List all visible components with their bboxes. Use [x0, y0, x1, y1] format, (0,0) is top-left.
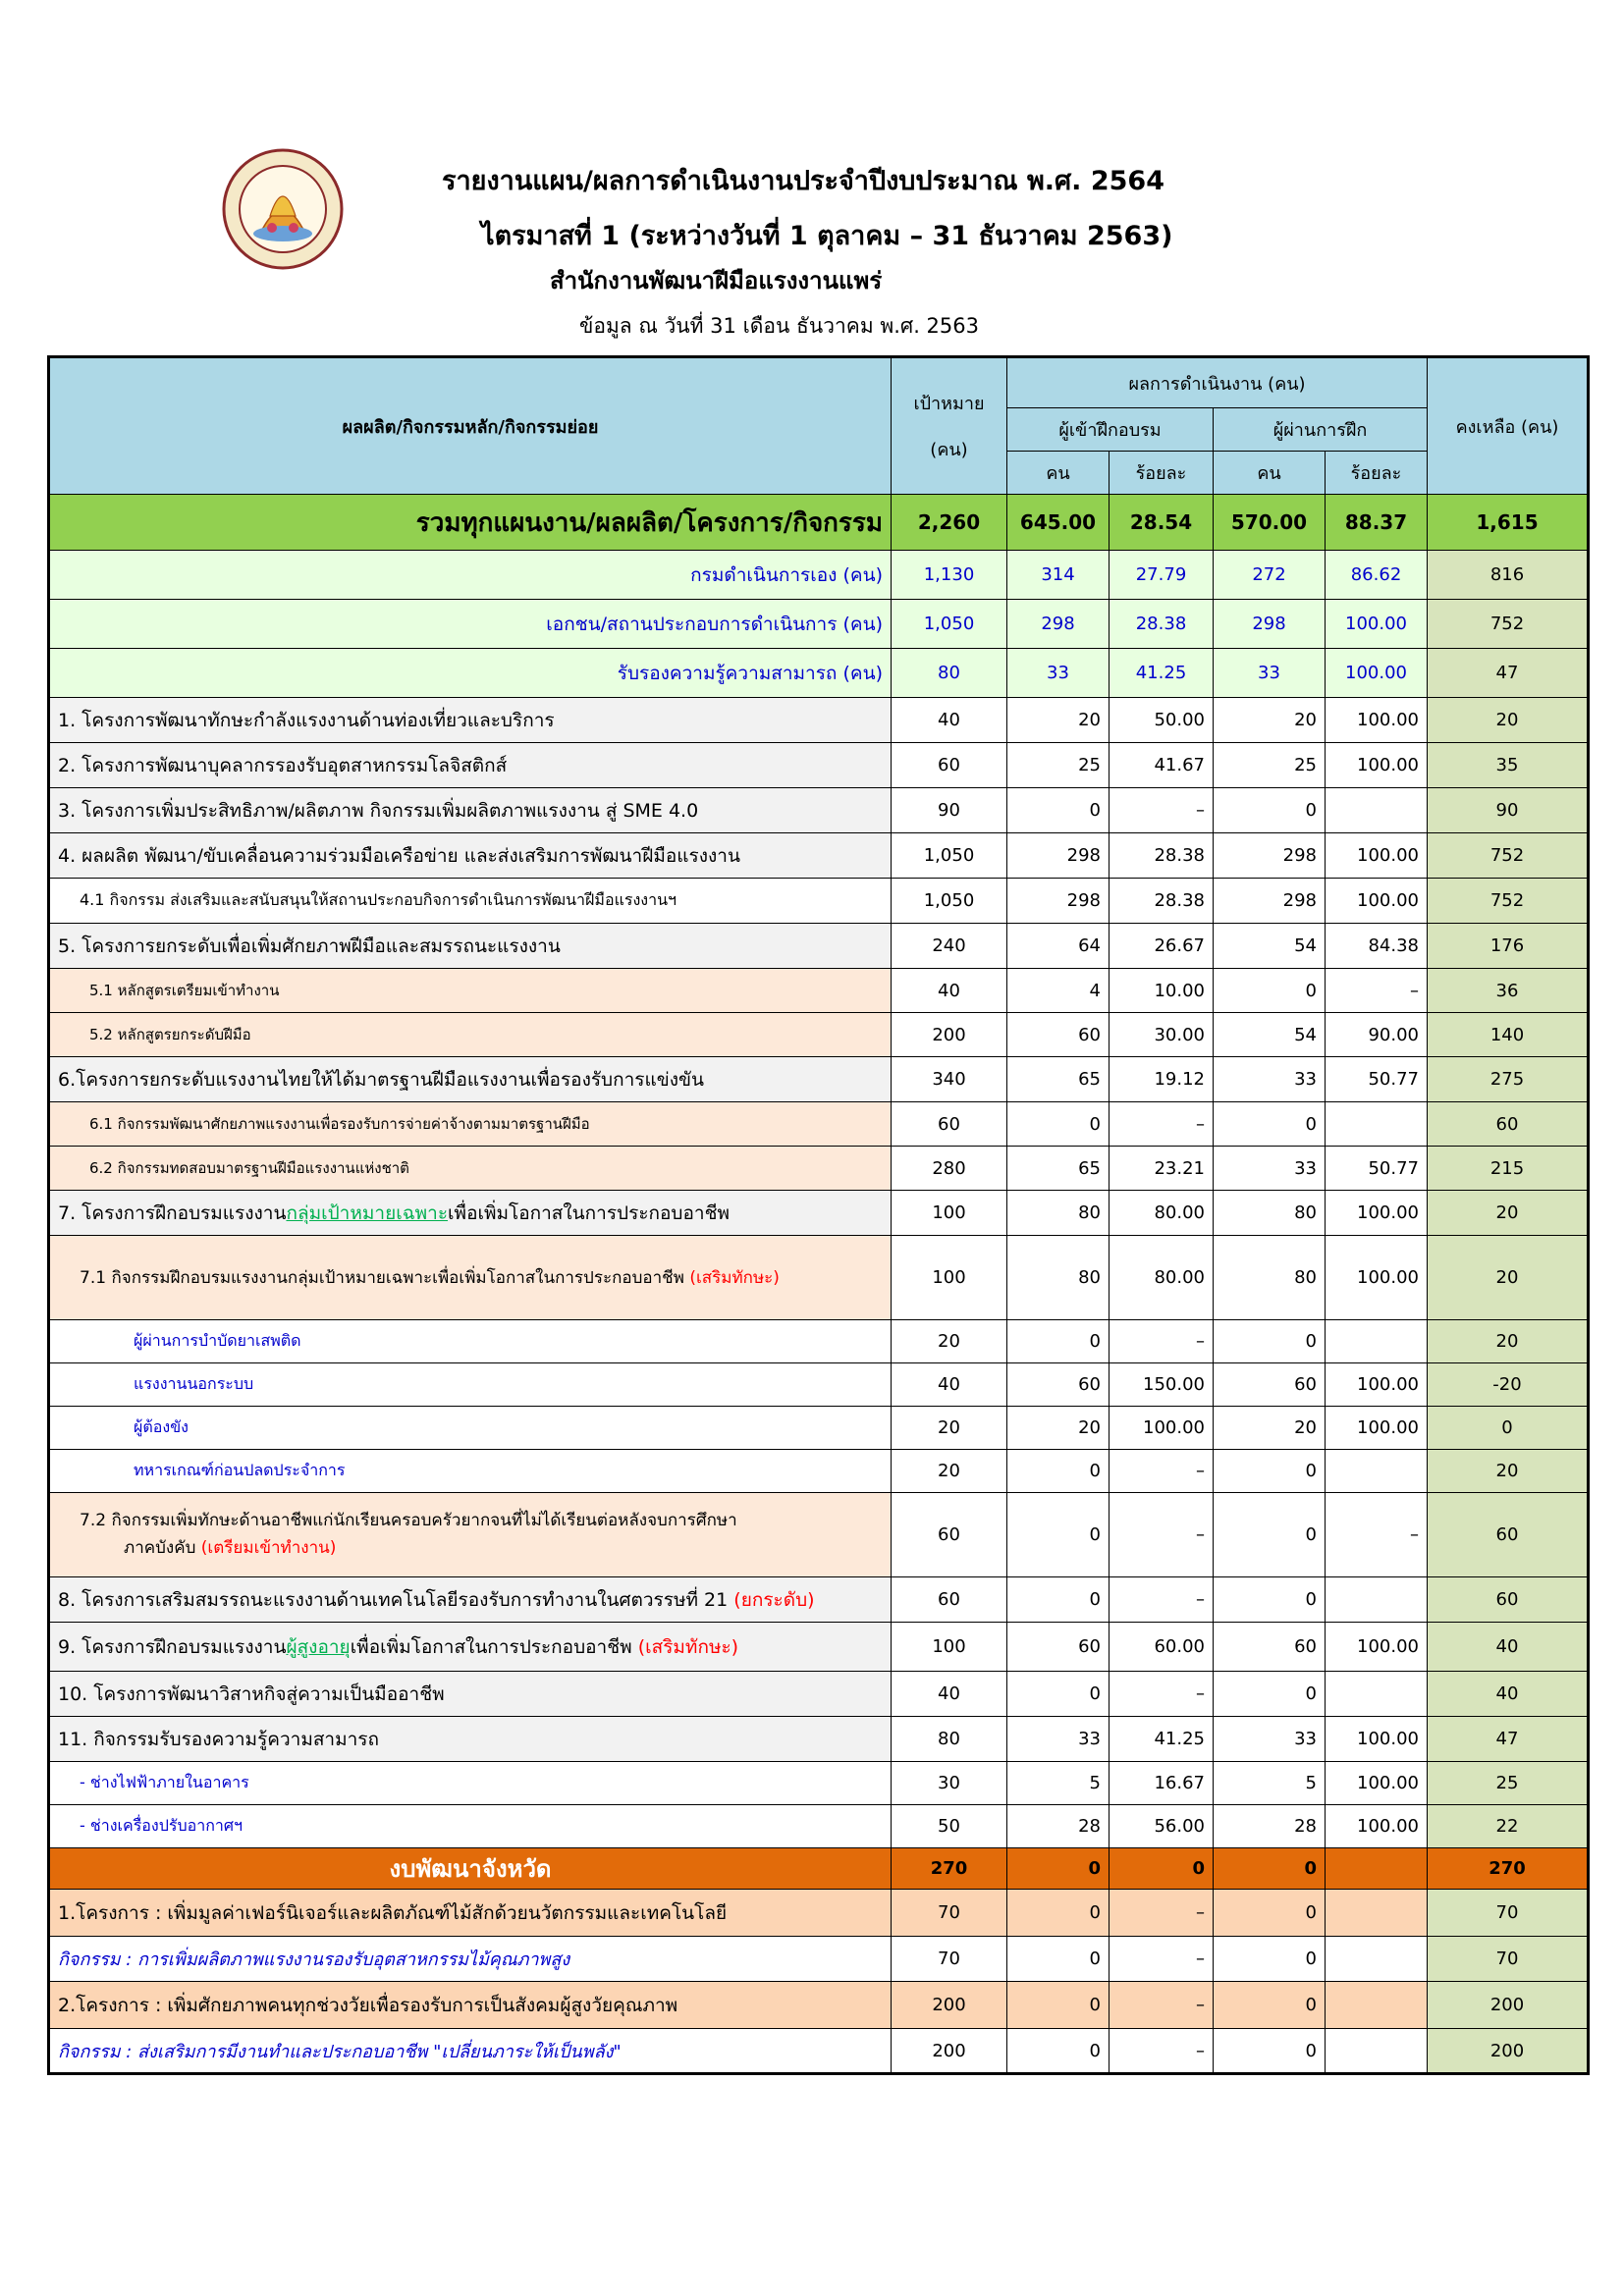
trainees-percent-cell: 23.21 — [1110, 1147, 1214, 1191]
target-cell: 1,050 — [892, 879, 1007, 924]
total-remaining: 1,615 — [1428, 495, 1589, 551]
passed-percent-cell: 100.00 — [1326, 1762, 1428, 1805]
passed-percent-cell — [1326, 788, 1428, 833]
remaining-cell: 20 — [1428, 1236, 1589, 1320]
passed-percent-cell: – — [1326, 969, 1428, 1013]
trainees-percent-cell: – — [1110, 2029, 1214, 2074]
trainees-percent-cell: 0 — [1110, 1848, 1214, 1890]
passed-percent-cell: 100.00 — [1326, 1363, 1428, 1407]
row-label: 6.โครงการยกระดับแรงงานไทยให้ได้มาตรฐานฝีมือแรงงานเพื่อรองรับการแข่งขัน — [49, 1057, 892, 1102]
passed-percent-cell: 100.00 — [1326, 879, 1428, 924]
trainees-count-cell: 65 — [1007, 1147, 1110, 1191]
passed-percent-cell: 100.00 — [1326, 833, 1428, 879]
passed-percent-cell: 50.77 — [1326, 1147, 1428, 1191]
target-cell: 70 — [892, 1890, 1007, 1937]
target-cell: 30 — [892, 1762, 1007, 1805]
row-label: 1. โครงการพัฒนาทักษะกำลังแรงงานด้านท่องเที่ยวและบริการ — [49, 698, 892, 743]
remaining-cell: 36 — [1428, 969, 1589, 1013]
trainees-percent-cell: 100.00 — [1110, 1407, 1214, 1450]
trainees-count-cell: 314 — [1007, 551, 1110, 600]
remaining-cell: 60 — [1428, 1493, 1589, 1577]
table-row — [49, 1805, 1589, 1848]
trainees-count-cell: 25 — [1007, 743, 1110, 788]
provincial-header-row — [49, 1848, 1589, 1890]
report-quarter: ไตรมาสที่ 1 (ระหว่างวันที่ 1 ตุลาคม – 31 ธันวาคม 2563) — [481, 221, 1173, 251]
col-header-target: เป้าหมาย (คน) — [892, 357, 1007, 495]
subtotal-label: รับรองความรู้ความสามารถ (คน) — [49, 649, 892, 698]
passed-percent-cell: 100.00 — [1326, 649, 1428, 698]
provincial-label: งบพัฒนาจังหวัด — [49, 1848, 892, 1890]
trainees-count-cell: 60 — [1007, 1013, 1110, 1057]
target-cell: 20 — [892, 1320, 1007, 1363]
trainees-count-cell: 60 — [1007, 1623, 1110, 1672]
target-cell: 60 — [892, 743, 1007, 788]
trainees-count-cell: 0 — [1007, 1493, 1110, 1577]
trainees-percent-cell: – — [1110, 1577, 1214, 1623]
passed-percent-cell — [1326, 1577, 1428, 1623]
trainees-percent-cell: 28.38 — [1110, 600, 1214, 649]
trainees-count-cell: 60 — [1007, 1363, 1110, 1407]
target-cell: 40 — [892, 698, 1007, 743]
passed-count-cell: 0 — [1214, 1450, 1326, 1493]
passed-count-cell: 0 — [1214, 2029, 1326, 2074]
table-row — [49, 698, 1589, 743]
col-header-trainees-people: คน — [1007, 452, 1110, 495]
target-cell: 20 — [892, 1450, 1007, 1493]
table-row — [49, 1236, 1589, 1320]
passed-count-cell: 272 — [1214, 551, 1326, 600]
table-row — [49, 1762, 1589, 1805]
passed-count-cell: 20 — [1214, 698, 1326, 743]
trainees-percent-cell: 80.00 — [1110, 1236, 1214, 1320]
passed-count-cell: 33 — [1214, 1057, 1326, 1102]
passed-percent-cell: 100.00 — [1326, 600, 1428, 649]
report-title: รายงานแผน/ผลการดำเนินงานประจำปีงบประมาณ พ.ศ. 2564 — [442, 166, 1164, 196]
total-label: รวมทุกแผนงาน/ผลผลิต/โครงการ/กิจกรรม — [49, 495, 892, 551]
trainees-count-cell: 20 — [1007, 698, 1110, 743]
remaining-cell: 20 — [1428, 1191, 1589, 1236]
passed-count-cell: 0 — [1214, 1493, 1326, 1577]
col-header-remaining: คงเหลือ (คน) — [1428, 357, 1589, 495]
col-header-item: ผลผลิต/กิจกรรมหลัก/กิจกรรมย่อย — [49, 357, 892, 495]
label-part: (เสริมทักษะ) — [689, 1268, 780, 1288]
row-label: 1.โครงการ : เพิ่มมูลค่าเฟอร์นิเจอร์และผลิตภัณฑ์ไม้สักด้วยนวัตกรรมและเทคโนโลยี — [49, 1890, 892, 1937]
trainees-count-cell: 33 — [1007, 649, 1110, 698]
passed-percent-cell: 84.38 — [1326, 924, 1428, 969]
target-cell: 100 — [892, 1236, 1007, 1320]
target-cell: 1,130 — [892, 551, 1007, 600]
row-label: 6.1 กิจกรรมพัฒนาศักยภาพแรงงานเพื่อรองรับการจ่ายค่าจ้างตามมาตรฐานฝีมือ — [49, 1102, 892, 1147]
label-part: 8. โครงการเสริมสมรรถนะแรงงานด้านเทคโนโลยีรองรับการทำงานในศตวรรษที่ 21 — [58, 1588, 734, 1611]
passed-count-cell: 298 — [1214, 600, 1326, 649]
trainees-count-cell: 0 — [1007, 2029, 1110, 2074]
trainees-percent-cell: 30.00 — [1110, 1013, 1214, 1057]
trainees-percent-cell: 28.38 — [1110, 879, 1214, 924]
table-row — [49, 1717, 1589, 1762]
passed-count-cell: 298 — [1214, 879, 1326, 924]
trainees-count-cell: 5 — [1007, 1762, 1110, 1805]
label-part: ภาคบังคับ — [124, 1537, 201, 1558]
passed-count-cell: 54 — [1214, 924, 1326, 969]
trainees-percent-cell: – — [1110, 1937, 1214, 1982]
label-part: 7.1 กิจกรรมฝึกอบรมแรงงานกลุ่มเป้าหมายเฉพาะเพื่อเพิ่มโอกาสในการประกอบอาชีพ — [80, 1268, 690, 1288]
table-row — [49, 1982, 1589, 2029]
trainees-count-cell: 0 — [1007, 1890, 1110, 1937]
trainees-count-cell: 80 — [1007, 1236, 1110, 1320]
remaining-cell: 140 — [1428, 1013, 1589, 1057]
subtotal-label: เอกชน/สถานประกอบการดำเนินการ (คน) — [49, 600, 892, 649]
passed-count-cell: 0 — [1214, 1982, 1326, 2029]
remaining-cell: 47 — [1428, 1717, 1589, 1762]
label-part: 7. โครงการฝึกอบรมแรงงาน — [58, 1201, 287, 1224]
trainees-percent-cell: – — [1110, 1102, 1214, 1147]
passed-count-cell: 33 — [1214, 1147, 1326, 1191]
trainees-count-cell: 28 — [1007, 1805, 1110, 1848]
report-office: สำนักงานพัฒนาฝีมือแรงงานแพร่ — [550, 267, 883, 294]
table-row — [49, 743, 1589, 788]
label-part: ผู้สูงอายุ — [286, 1635, 351, 1658]
remaining-cell: 200 — [1428, 1982, 1589, 2029]
trainees-percent-cell: 60.00 — [1110, 1623, 1214, 1672]
trainees-percent-cell: 19.12 — [1110, 1057, 1214, 1102]
label-part: 7.2 กิจกรรมเพิ่มทักษะด้านอาชีพแก่นักเรียนครอบครัวยากจนที่ไม่ได้เรียนต่อหลังจบการศึกษา — [80, 1511, 737, 1531]
target-cell: 20 — [892, 1407, 1007, 1450]
passed-count-cell: 20 — [1214, 1407, 1326, 1450]
remaining-cell: 0 — [1428, 1407, 1589, 1450]
trainees-count-cell: 0 — [1007, 1937, 1110, 1982]
trainees-percent-cell: 80.00 — [1110, 1191, 1214, 1236]
trainees-percent-cell: 41.25 — [1110, 649, 1214, 698]
label-part: (เสริมทักษะ) — [637, 1635, 739, 1658]
row-label: กิจกรรม : ส่งเสริมการมีงานทำและประกอบอาชีพ "เปลี่ยนภาระให้เป็นพลัง" — [49, 2029, 892, 2074]
trainees-count-cell: 298 — [1007, 833, 1110, 879]
trainees-percent-cell: 41.25 — [1110, 1717, 1214, 1762]
passed-percent-cell: 100.00 — [1326, 1717, 1428, 1762]
trainees-count-cell: 298 — [1007, 879, 1110, 924]
target-cell: 280 — [892, 1147, 1007, 1191]
trainees-count-cell: 0 — [1007, 1450, 1110, 1493]
passed-percent-cell — [1326, 1937, 1428, 1982]
remaining-cell: 270 — [1428, 1848, 1589, 1890]
row-label: แรงงานนอกระบบ — [49, 1363, 892, 1407]
row-label: 11. กิจกรรมรับรองความรู้ความสามารถ — [49, 1717, 892, 1762]
passed-percent-cell: 100.00 — [1326, 1623, 1428, 1672]
trainees-percent-cell: 26.67 — [1110, 924, 1214, 969]
total-passed-n: 570.00 — [1214, 495, 1326, 551]
row-label: 5.2 หลักสูตรยกระดับฝีมือ — [49, 1013, 892, 1057]
total-trainees-n: 645.00 — [1007, 495, 1110, 551]
label-part: 9. โครงการฝึกอบรมแรงงาน — [58, 1635, 287, 1658]
trainees-count-cell: 64 — [1007, 924, 1110, 969]
target-cell: 80 — [892, 1717, 1007, 1762]
trainees-count-cell: 0 — [1007, 1577, 1110, 1623]
target-cell: 1,050 — [892, 833, 1007, 879]
table-row — [49, 788, 1589, 833]
passed-count-cell: 0 — [1214, 1577, 1326, 1623]
row-label — [49, 1623, 892, 1672]
trainees-count-cell: 0 — [1007, 1320, 1110, 1363]
col-header-passed-percent: ร้อยละ — [1326, 452, 1428, 495]
target-cell: 40 — [892, 1672, 1007, 1717]
target-cell: 270 — [892, 1848, 1007, 1890]
table-row — [49, 1013, 1589, 1057]
passed-percent-cell — [1326, 1982, 1428, 2029]
col-header-results: ผลการดำเนินงาน (คน) — [1007, 357, 1428, 408]
row-label: 5.1 หลักสูตรเตรียมเข้าทำงาน — [49, 969, 892, 1013]
target-cell: 100 — [892, 1623, 1007, 1672]
target-cell: 200 — [892, 1013, 1007, 1057]
trainees-percent-cell: – — [1110, 1982, 1214, 2029]
remaining-cell: 176 — [1428, 924, 1589, 969]
row-label — [49, 1577, 892, 1623]
passed-count-cell: 0 — [1214, 1102, 1326, 1147]
remaining-cell: 40 — [1428, 1672, 1589, 1717]
table-row — [49, 1191, 1589, 1236]
target-cell: 40 — [892, 1363, 1007, 1407]
remaining-cell: 90 — [1428, 788, 1589, 833]
row-label: 2. โครงการพัฒนาบุคลากรรองรับอุตสาหกรรมโลจิสติกส์ — [49, 743, 892, 788]
trainees-count-cell: 0 — [1007, 788, 1110, 833]
passed-percent-cell — [1326, 1450, 1428, 1493]
label-part: กลุ่มเป้าหมายเฉพาะ — [286, 1201, 449, 1224]
trainees-percent-cell: 50.00 — [1110, 698, 1214, 743]
passed-count-cell: 54 — [1214, 1013, 1326, 1057]
passed-count-cell: 0 — [1214, 969, 1326, 1013]
table-row — [49, 1363, 1589, 1407]
target-cell: 340 — [892, 1057, 1007, 1102]
passed-percent-cell — [1326, 2029, 1428, 2074]
trainees-count-cell: 0 — [1007, 1672, 1110, 1717]
passed-percent-cell: 90.00 — [1326, 1013, 1428, 1057]
col-header-trainees-percent: ร้อยละ — [1110, 452, 1214, 495]
passed-count-cell: 33 — [1214, 649, 1326, 698]
remaining-cell: 20 — [1428, 698, 1589, 743]
label-part: (ยกระดับ) — [733, 1588, 815, 1611]
trainees-count-cell: 4 — [1007, 969, 1110, 1013]
passed-count-cell: 80 — [1214, 1236, 1326, 1320]
trainees-percent-cell: – — [1110, 1672, 1214, 1717]
passed-percent-cell: – — [1326, 1493, 1428, 1577]
total-trainees-pct: 28.54 — [1110, 495, 1214, 551]
target-cell: 200 — [892, 1982, 1007, 2029]
remaining-cell: 752 — [1428, 600, 1589, 649]
trainees-count-cell: 0 — [1007, 1848, 1110, 1890]
trainees-count-cell: 20 — [1007, 1407, 1110, 1450]
trainees-count-cell: 65 — [1007, 1057, 1110, 1102]
row-label: 4. ผลผลิต พัฒนา/ขับเคลื่อนความร่วมมือเครือข่าย และส่งเสริมการพัฒนาฝีมือแรงงาน — [49, 833, 892, 879]
remaining-cell: 47 — [1428, 649, 1589, 698]
table-row — [49, 1102, 1589, 1147]
table-row — [49, 600, 1589, 649]
total-passed-pct: 88.37 — [1326, 495, 1428, 551]
trainees-count-cell: 298 — [1007, 600, 1110, 649]
target-cell: 60 — [892, 1577, 1007, 1623]
remaining-cell: -20 — [1428, 1363, 1589, 1407]
trainees-count-cell: 33 — [1007, 1717, 1110, 1762]
passed-count-cell: 5 — [1214, 1762, 1326, 1805]
row-label: - ช่างเครื่องปรับอากาศฯ — [49, 1805, 892, 1848]
row-label: 3. โครงการเพิ่มประสิทธิภาพ/ผลิตภาพ กิจกรรมเพิ่มผลิตภาพแรงงาน สู่ SME 4.0 — [49, 788, 892, 833]
trainees-percent-cell: – — [1110, 1890, 1214, 1937]
remaining-cell: 20 — [1428, 1450, 1589, 1493]
performance-table — [47, 355, 1590, 2075]
passed-percent-cell — [1326, 1848, 1428, 1890]
table-row — [49, 1672, 1589, 1717]
passed-percent-cell — [1326, 1320, 1428, 1363]
target-cell: 60 — [892, 1102, 1007, 1147]
passed-percent-cell: 100.00 — [1326, 1407, 1428, 1450]
passed-count-cell: 28 — [1214, 1805, 1326, 1848]
remaining-cell: 25 — [1428, 1762, 1589, 1805]
remaining-cell: 40 — [1428, 1623, 1589, 1672]
remaining-cell: 275 — [1428, 1057, 1589, 1102]
trainees-percent-cell: – — [1110, 1320, 1214, 1363]
remaining-cell: 816 — [1428, 551, 1589, 600]
row-label: 6.2 กิจกรรมทดสอบมาตรฐานฝีมือแรงงานแห่งชาติ — [49, 1147, 892, 1191]
trainees-count-cell: 0 — [1007, 1982, 1110, 2029]
table-row — [49, 1623, 1589, 1672]
target-cell: 90 — [892, 788, 1007, 833]
table-row — [49, 1890, 1589, 1937]
target-cell: 60 — [892, 1493, 1007, 1577]
trainees-count-cell: 0 — [1007, 1102, 1110, 1147]
label-part: เพื่อเพิ่มโอกาสในการประกอบอาชีพ — [350, 1635, 638, 1658]
passed-percent-cell: 100.00 — [1326, 1805, 1428, 1848]
passed-count-cell: 0 — [1214, 1937, 1326, 1982]
table-row — [49, 1577, 1589, 1623]
remaining-cell: 70 — [1428, 1890, 1589, 1937]
remaining-cell: 70 — [1428, 1937, 1589, 1982]
trainees-percent-cell: 27.79 — [1110, 551, 1214, 600]
col-header-passed: ผู้ผ่านการฝึก — [1214, 408, 1428, 452]
row-label — [49, 1493, 892, 1577]
table-row — [49, 551, 1589, 600]
trainees-percent-cell: 150.00 — [1110, 1363, 1214, 1407]
trainees-count-cell: 80 — [1007, 1191, 1110, 1236]
table-row — [49, 2029, 1589, 2074]
table-row — [49, 879, 1589, 924]
trainees-percent-cell: – — [1110, 1450, 1214, 1493]
passed-percent-cell: 50.77 — [1326, 1057, 1428, 1102]
passed-count-cell: 80 — [1214, 1191, 1326, 1236]
label-part: เพื่อเพิ่มโอกาสในการประกอบอาชีพ — [448, 1201, 730, 1224]
table-row — [49, 924, 1589, 969]
remaining-cell: 60 — [1428, 1577, 1589, 1623]
row-label: 10. โครงการพัฒนาวิสาหกิจสู่ความเป็นมืออาชีพ — [49, 1672, 892, 1717]
remaining-cell: 22 — [1428, 1805, 1589, 1848]
row-label: - ช่างไฟฟ้าภายในอาคาร — [49, 1762, 892, 1805]
trainees-percent-cell: – — [1110, 788, 1214, 833]
trainees-percent-cell: 41.67 — [1110, 743, 1214, 788]
remaining-cell: 752 — [1428, 833, 1589, 879]
passed-count-cell: 60 — [1214, 1363, 1326, 1407]
table-row — [49, 1407, 1589, 1450]
table-row — [49, 1450, 1589, 1493]
report-asof-date: ข้อมูล ณ วันที่ 31 เดือน ธันวาคม พ.ศ. 2563 — [579, 314, 979, 338]
remaining-cell: 200 — [1428, 2029, 1589, 2074]
table-row — [49, 649, 1589, 698]
passed-percent-cell: 86.62 — [1326, 551, 1428, 600]
subtotal-label: กรมดำเนินการเอง (คน) — [49, 551, 892, 600]
target-cell: 50 — [892, 1805, 1007, 1848]
row-label — [49, 1191, 892, 1236]
row-label — [49, 1236, 892, 1320]
total-target: 2,260 — [892, 495, 1007, 551]
target-cell: 80 — [892, 649, 1007, 698]
target-cell: 100 — [892, 1191, 1007, 1236]
table-row — [49, 1320, 1589, 1363]
row-label: 4.1 กิจกรรม ส่งเสริมและสนับสนุนให้สถานประกอบกิจการดำเนินการพัฒนาฝีมือแรงงานฯ — [49, 879, 892, 924]
row-label: 2.โครงการ : เพิ่มศักยภาพคนทุกช่วงวัยเพื่อรองรับการเป็นสังคมผู้สูงวัยคุณภาพ — [49, 1982, 892, 2029]
passed-percent-cell: 100.00 — [1326, 1191, 1428, 1236]
row-label: ผู้ต้องขัง — [49, 1407, 892, 1450]
passed-count-cell: 298 — [1214, 833, 1326, 879]
trainees-percent-cell: – — [1110, 1493, 1214, 1577]
row-label: ทหารเกณฑ์ก่อนปลดประจำการ — [49, 1450, 892, 1493]
target-cell: 200 — [892, 2029, 1007, 2074]
remaining-cell: 35 — [1428, 743, 1589, 788]
passed-percent-cell — [1326, 1672, 1428, 1717]
passed-count-cell: 60 — [1214, 1623, 1326, 1672]
remaining-cell: 752 — [1428, 879, 1589, 924]
table-row — [49, 1147, 1589, 1191]
table-row — [49, 969, 1589, 1013]
col-header-trainees: ผู้เข้าฝึกอบรม — [1007, 408, 1214, 452]
trainees-percent-cell: 10.00 — [1110, 969, 1214, 1013]
trainees-percent-cell: 28.38 — [1110, 833, 1214, 879]
target-cell: 70 — [892, 1937, 1007, 1982]
row-label: กิจกรรม : การเพิ่มผลิตภาพแรงงานรองรับอุตสาหกรรมไม้คุณภาพสูง — [49, 1937, 892, 1982]
row-label: ผู้ผ่านการบำบัดยาเสพติด — [49, 1320, 892, 1363]
passed-count-cell: 25 — [1214, 743, 1326, 788]
col-header-passed-people: คน — [1214, 452, 1326, 495]
label-part: (เตรียมเข้าทำงาน) — [200, 1537, 337, 1558]
remaining-cell: 20 — [1428, 1320, 1589, 1363]
remaining-cell: 60 — [1428, 1102, 1589, 1147]
target-cell: 240 — [892, 924, 1007, 969]
passed-count-cell: 0 — [1214, 788, 1326, 833]
ministry-seal-logo — [221, 147, 345, 271]
passed-percent-cell: 100.00 — [1326, 698, 1428, 743]
trainees-percent-cell: 56.00 — [1110, 1805, 1214, 1848]
target-cell: 1,050 — [892, 600, 1007, 649]
passed-percent-cell: 100.00 — [1326, 743, 1428, 788]
passed-count-cell: 0 — [1214, 1672, 1326, 1717]
passed-percent-cell: 100.00 — [1326, 1236, 1428, 1320]
trainees-percent-cell: 16.67 — [1110, 1762, 1214, 1805]
remaining-cell: 215 — [1428, 1147, 1589, 1191]
table-row — [49, 833, 1589, 879]
table-row — [49, 1493, 1589, 1577]
total-row — [49, 495, 1589, 551]
passed-count-cell: 0 — [1214, 1890, 1326, 1937]
passed-count-cell: 33 — [1214, 1717, 1326, 1762]
passed-count-cell: 0 — [1214, 1848, 1326, 1890]
row-label: 5. โครงการยกระดับเพื่อเพิ่มศักยภาพฝีมือและสมรรถนะแรงงาน — [49, 924, 892, 969]
table-row — [49, 1937, 1589, 1982]
passed-percent-cell — [1326, 1102, 1428, 1147]
passed-percent-cell — [1326, 1890, 1428, 1937]
passed-count-cell: 0 — [1214, 1320, 1326, 1363]
table-row — [49, 1057, 1589, 1102]
target-cell: 40 — [892, 969, 1007, 1013]
